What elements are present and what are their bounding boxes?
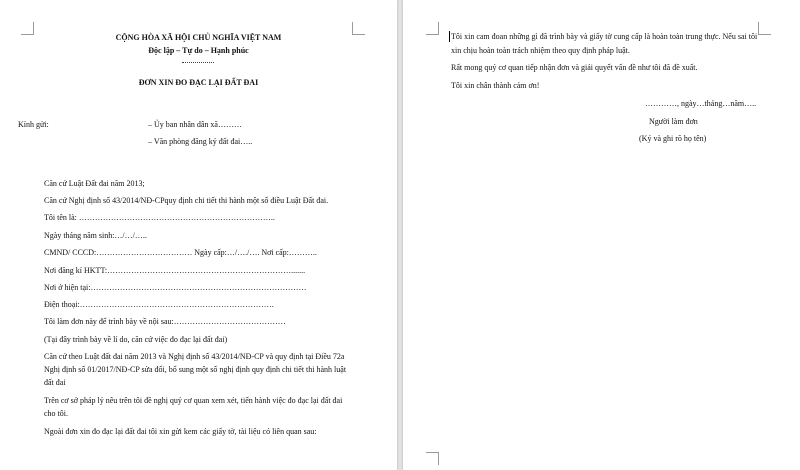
body-line: Nơi ở hiện tại:……………………………………………………………………… — [44, 283, 307, 292]
page-corner-mark — [758, 22, 771, 35]
page-corner-mark — [426, 452, 439, 465]
document-page-2[interactable] — [403, 0, 800, 470]
body-line: Rất mong quý cơ quan tiếp nhận đơn và giải quyết vấn đề như tôi đã đề xuất. — [451, 63, 698, 72]
text-cursor — [449, 31, 450, 42]
recipient-line: – Văn phòng đăng ký đất đai….. — [148, 137, 253, 146]
body-line: đất đai — [44, 378, 66, 387]
body-line: Tôi làm đơn này để trình bày về nội sau:…………………………………… — [44, 317, 286, 326]
body-line: Ngày tháng năm sinh:…/…/….. — [44, 231, 147, 240]
national-title: CỘNG HÒA XÃ HỘI CHỦ NGHĨA VIỆT NAM — [115, 33, 282, 42]
body-line: Căn cứ Luật Đất đai năm 2013; — [44, 179, 145, 188]
body-line: xin chịu hoàn toàn trách nhiệm theo quy định pháp luật. — [451, 46, 630, 55]
signature-date: …………, ngày…tháng…năm….. — [645, 99, 757, 108]
body-line: Tôi xin chân thành cảm ơn! — [451, 81, 540, 90]
document-page-1[interactable] — [0, 0, 397, 470]
recipient-label: Kính gửi: — [18, 120, 49, 129]
body-line: Trên cơ sở pháp lý nêu trên tôi đề nghị quý cơ quan xem xét, tiến hành việc đo đạc lại đất đai — [44, 396, 343, 405]
body-line: Ngoài đơn xin đo đạc lại đất đai tôi xin gửi kem các giấy tờ, tài liệu có liên quan sau: — [44, 427, 317, 436]
signature-role: Người làm đơn — [649, 117, 698, 126]
body-line: Tôi xin cam đoan những gì đã trình bày và giấy tờ cung cấp là hoàn toàn trung thực. Nếu sai tôi — [451, 32, 758, 41]
recipient-line: – Ủy ban nhân dân xã……… — [148, 120, 242, 129]
body-line: (Tại đây trình bày về lí do, căn cứ việc đo đạc lại đất đai) — [44, 335, 228, 344]
header-divider — [182, 62, 214, 63]
body-line: Nơi đăng kí HKTT:……………………………………………………………....... — [44, 266, 306, 275]
page-corner-mark — [426, 22, 439, 35]
body-line: Điện thoại:………………………………………………………………. — [44, 300, 274, 309]
body-line: Căn cứ theo Luật đất đai năm 2013 và Nghị định số 43/2014/NĐ-CP và quy định tại Điều 72a — [44, 352, 345, 361]
signature-note: (Ký và ghi rõ họ tên) — [639, 134, 707, 143]
body-line: Tôi tên là: ……………………………………………………………….. — [44, 213, 275, 222]
body-line: Nghị định số 01/2017/NĐ-CP sửa đổi, bổ sung một số nghị định quy định chi tiết thi hành luật — [44, 365, 347, 374]
body-line: CMND/ CCCD:……………………………… Ngày cấp:…/…./…. Nơi cấp:……….. — [44, 248, 317, 257]
body-line: Căn cứ Nghị định số 43/2014/NĐ-CPquy định chi tiết thi hành một số điều Luật Đất đai. — [44, 196, 329, 205]
body-line: cho tôi. — [44, 409, 68, 418]
motto: Độc lập – Tự do – Hạnh phúc — [148, 46, 249, 55]
document-title: ĐƠN XIN ĐO ĐẠC LẠI ĐẤT ĐAI — [138, 78, 259, 87]
